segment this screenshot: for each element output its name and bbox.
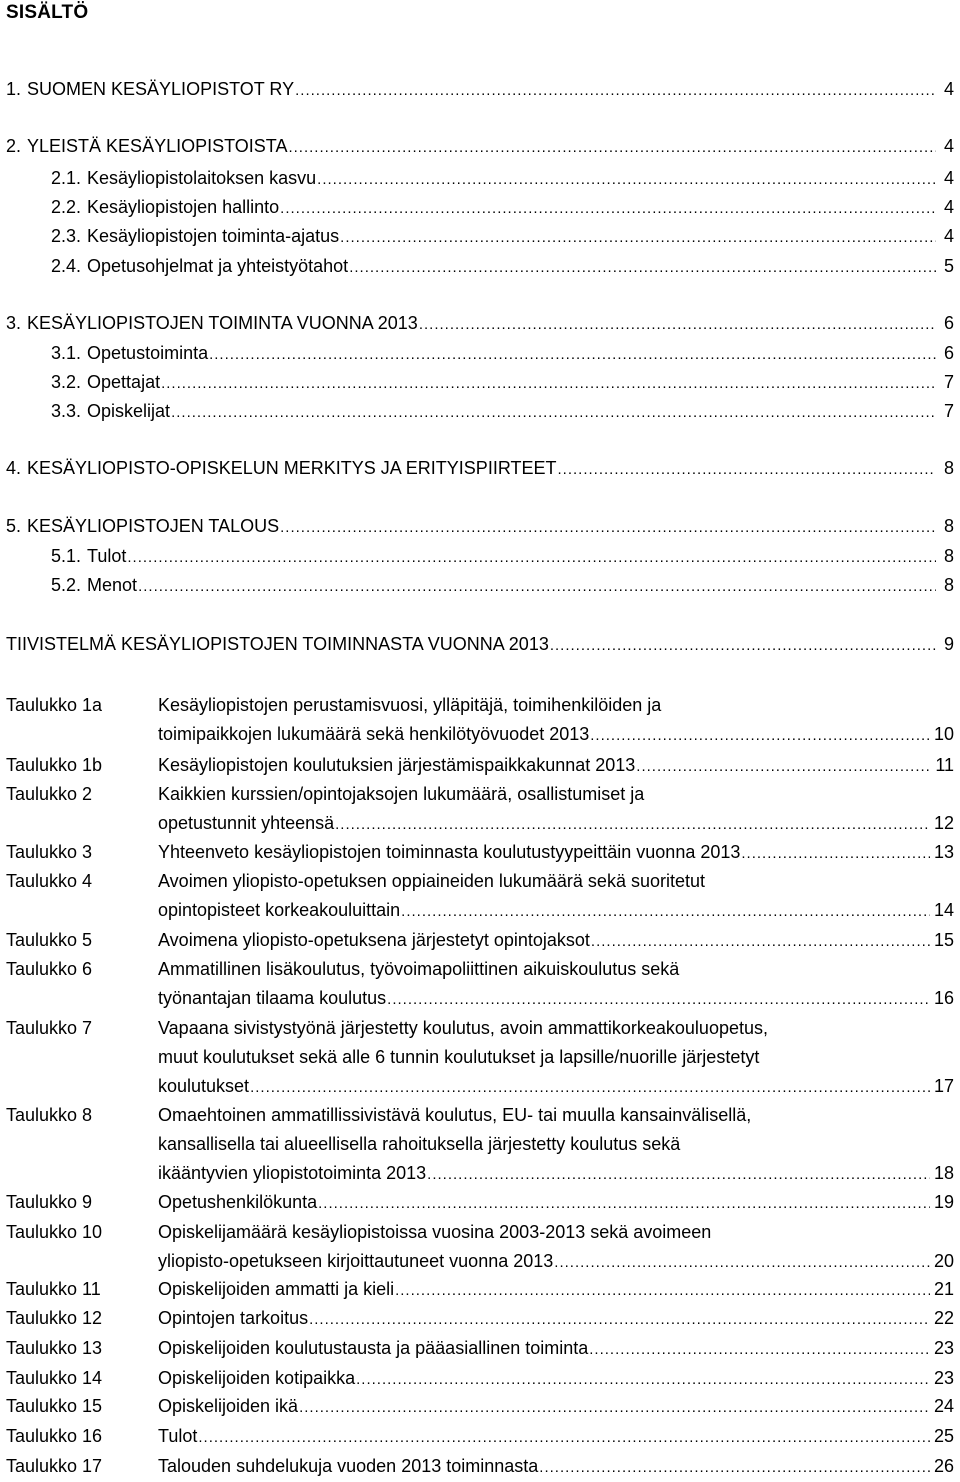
table-title-line: opetustunnit yhteensä (158, 813, 335, 833)
toc-entry[interactable] (6, 134, 954, 158)
dot-leader (198, 1426, 930, 1448)
dot-leader (741, 842, 930, 864)
table-label: Taulukko 16 (6, 1426, 103, 1446)
toc-entry[interactable] (51, 341, 954, 365)
toc-entry[interactable] (51, 370, 954, 394)
table-title-last-line (158, 1336, 954, 1360)
toc-entry-title: TIIVISTELMÄ KESÄYLIOPISTOJEN TOIMINNASTA VUONNA 2013 (6, 634, 549, 654)
table-page-number: 10 (933, 724, 954, 744)
dot-leader (335, 813, 930, 835)
table-title-line: Opiskelijamäärä kesäyliopistoissa vuosina 2003-2013 sekä avoimeen (158, 1222, 712, 1242)
toc-entry-page-number: 7 (943, 401, 954, 421)
toc-entry-page-number: 8 (943, 575, 954, 595)
toc-entry-title: KESÄYLIOPISTOJEN TALOUS (27, 516, 280, 536)
dot-leader (209, 343, 936, 365)
toc-entry-number: 5.2. (51, 575, 82, 595)
dot-leader (138, 575, 936, 597)
dot-leader (280, 516, 936, 538)
toc-entry[interactable] (51, 544, 954, 568)
table-title-line: yliopisto-opetukseen kirjoittautuneet vuonna 2013 (158, 1251, 554, 1271)
table-label: Taulukko 14 (6, 1368, 103, 1388)
toc-entry[interactable] (51, 254, 954, 278)
table-label: Taulukko 1a (6, 695, 103, 715)
table-page-number: 23 (933, 1338, 954, 1358)
table-title-last-line (158, 1306, 954, 1330)
toc-entry-number: 2.4. (51, 256, 82, 276)
table-title-line: Ammatillinen lisäkoulutus, työvoimapoliittinen aikuiskoulutus sekä (158, 959, 680, 979)
dot-leader (554, 1251, 930, 1273)
table-title-line: Vapaana sivistystyönä järjestetty koulutus, avoin ammattikorkeakouluopetus, (158, 1018, 768, 1038)
toc-entry-title: Kesäyliopistojen toiminta-ajatus (87, 226, 340, 246)
dot-leader (340, 226, 936, 248)
dot-leader (589, 1338, 930, 1360)
table-title-line: toimipaikkojen lukumäärä sekä henkilötyövuodet 2013 (158, 724, 590, 744)
dot-leader (401, 900, 930, 922)
toc-entry-number: 1. (6, 79, 22, 99)
table-title-last-line (158, 811, 954, 835)
table-page-number: 26 (933, 1456, 954, 1476)
dot-leader (539, 1456, 930, 1478)
table-title-line: Opetushenkilökunta (158, 1192, 318, 1212)
table-title-last-line (158, 928, 954, 952)
table-title-line: ikääntyvien yliopistotoiminta 2013 (158, 1163, 427, 1183)
table-label: Taulukko 4 (6, 871, 93, 891)
dot-leader (590, 724, 930, 746)
table-title-line: työnantajan tilaama koulutus (158, 988, 387, 1008)
toc-entry-title: KESÄYLIOPISTOJEN TOIMINTA VUONNA 2013 (27, 313, 418, 333)
toc-entry[interactable] (6, 632, 954, 656)
table-title-last-line (158, 753, 954, 777)
table-title-last-line (158, 1366, 954, 1390)
dot-leader (280, 197, 936, 219)
toc-entry-title: YLEISTÄ KESÄYLIOPISTOISTA (27, 136, 288, 156)
table-page-number: 22 (933, 1308, 954, 1328)
dot-leader (349, 256, 936, 278)
table-page-number: 14 (933, 900, 954, 920)
dot-leader (427, 1163, 930, 1185)
table-page-number: 12 (933, 813, 954, 833)
toc-entry[interactable] (51, 224, 954, 248)
table-label: Taulukko 5 (6, 930, 93, 950)
toc-entry-number: 2.1. (51, 168, 82, 188)
table-title-line: Kaikkien kurssien/opintojaksojen lukumäärä, osallistumiset ja (158, 784, 645, 804)
table-title-last-line (158, 986, 954, 1010)
toc-entry-number: 3.2. (51, 372, 82, 392)
toc-entry-number: 4. (6, 458, 22, 478)
table-title-last-line (158, 898, 954, 922)
table-title-line: Tulot (158, 1426, 198, 1446)
dot-leader (161, 372, 936, 394)
table-page-number: 18 (933, 1163, 954, 1183)
dot-leader (317, 168, 936, 190)
table-page-number: 20 (933, 1251, 954, 1271)
table-title-line: Opintojen tarkoitus (158, 1308, 309, 1328)
toc-entry-title: Tulot (87, 546, 127, 566)
toc-entry-number: 5.1. (51, 546, 82, 566)
dot-leader (250, 1076, 930, 1098)
toc-entry-number: 2.3. (51, 226, 82, 246)
table-title-line: kansallisella tai alueellisella rahoituksella järjestetty koulutus sekä (158, 1134, 681, 1154)
table-label: Taulukko 12 (6, 1308, 103, 1328)
table-page-number: 23 (933, 1368, 954, 1388)
table-title-last-line (158, 840, 954, 864)
toc-entry[interactable] (51, 399, 954, 423)
toc-entry[interactable] (6, 311, 954, 335)
toc-entry-page-number: 9 (943, 634, 954, 654)
toc-entry-title: Opiskelijat (87, 401, 171, 421)
toc-entry-title: KESÄYLIOPISTO-OPISKELUN MERKITYS JA ERITYISPIIRTEET (27, 458, 557, 478)
table-label: Taulukko 3 (6, 842, 93, 862)
toc-entry-page-number: 4 (943, 197, 954, 217)
dot-leader (550, 634, 936, 656)
toc-entry-page-number: 4 (943, 168, 954, 188)
toc-entry-page-number: 8 (943, 546, 954, 566)
table-label: Taulukko 9 (6, 1192, 93, 1212)
table-title-last-line (158, 1394, 954, 1418)
table-label: Taulukko 17 (6, 1456, 103, 1476)
toc-entry-page-number: 4 (943, 136, 954, 156)
dot-leader (309, 1308, 930, 1330)
table-title-last-line (158, 722, 954, 746)
toc-entry-page-number: 4 (943, 79, 954, 99)
toc-entry-page-number: 8 (943, 458, 954, 478)
toc-entry[interactable] (6, 77, 954, 101)
table-page-number: 15 (933, 930, 954, 950)
table-label: Taulukko 1b (6, 755, 103, 775)
toc-entry[interactable] (51, 573, 954, 597)
toc-entry-title: Kesäyliopistolaitoksen kasvu (87, 168, 317, 188)
table-label: Taulukko 8 (6, 1105, 93, 1125)
table-page-number: 16 (933, 988, 954, 1008)
toc-entry-page-number: 8 (943, 516, 954, 536)
table-title-line: Opiskelijoiden kotipaikka (158, 1368, 356, 1388)
toc-entry-number: 3.1. (51, 343, 82, 363)
table-title-last-line (158, 1074, 954, 1098)
table-label: Taulukko 7 (6, 1018, 93, 1038)
dot-leader (395, 1279, 930, 1301)
table-title-last-line (158, 1277, 954, 1301)
table-title-line: Yhteenveto kesäyliopistojen toiminnasta koulutustyypeittäin vuonna 2013 (158, 842, 741, 862)
table-title-last-line (158, 1454, 954, 1478)
table-label: Taulukko 6 (6, 959, 93, 979)
toc-entry-title: Opetustoiminta (87, 343, 209, 363)
dot-leader (171, 401, 936, 423)
toc-entry-number: 3. (6, 313, 22, 333)
table-label: Taulukko 10 (6, 1222, 103, 1242)
dot-leader (387, 988, 930, 1010)
toc-entry-title: Opetusohjelmat ja yhteistyötahot (87, 256, 349, 276)
toc-entry[interactable] (51, 195, 954, 219)
toc-entry[interactable] (6, 456, 954, 480)
table-title-line: Avoimena yliopisto-opetuksena järjestetyt opintojaksot (158, 930, 590, 950)
table-page-number: 19 (933, 1192, 954, 1212)
toc-entry-number: 5. (6, 516, 22, 536)
toc-entry-title: Menot (87, 575, 138, 595)
table-title-line: Opiskelijoiden ikä (158, 1396, 299, 1416)
table-label: Taulukko 2 (6, 784, 93, 804)
table-title-last-line (158, 1161, 954, 1185)
table-page-number: 21 (933, 1279, 954, 1299)
dot-leader (419, 313, 936, 335)
table-title-last-line (158, 1249, 954, 1273)
table-title-line: Omaehtoinen ammatillissivistävä koulutus, EU- tai muulla kansainvälisellä, (158, 1105, 752, 1125)
dot-leader (318, 1192, 930, 1214)
toc-entry-page-number: 4 (943, 226, 954, 246)
toc-entry-title: Kesäyliopistojen hallinto (87, 197, 280, 217)
table-page-number: 24 (933, 1396, 954, 1416)
toc-entry-page-number: 6 (943, 313, 954, 333)
table-page-number: 13 (933, 842, 954, 862)
table-title-line: opintopisteet korkeakouluittain (158, 900, 401, 920)
table-title-last-line (158, 1424, 954, 1448)
dot-leader (288, 136, 936, 158)
table-title-line: Kesäyliopistojen koulutuksien järjestämispaikkakunnat 2013 (158, 755, 636, 775)
dot-leader (295, 79, 936, 101)
table-title-line: Avoimen yliopisto-opetuksen oppiaineiden lukumäärä sekä suoritetut (158, 871, 705, 891)
toc-entry-number: 3.3. (51, 401, 82, 421)
table-page-number: 17 (933, 1076, 954, 1096)
table-label: Taulukko 11 (6, 1279, 101, 1299)
toc-entry-page-number: 7 (943, 372, 954, 392)
dot-leader (356, 1368, 930, 1390)
dot-leader (591, 930, 930, 952)
table-title-line: Opiskelijoiden koulutustausta ja pääasiallinen toiminta (158, 1338, 589, 1358)
toc-entry[interactable] (51, 166, 954, 190)
table-title-line: Talouden suhdelukuja vuoden 2013 toiminnasta (158, 1456, 539, 1476)
table-title-last-line (158, 1190, 954, 1214)
dot-leader (127, 546, 936, 568)
table-label: Taulukko 13 (6, 1338, 103, 1358)
dot-leader (299, 1396, 930, 1418)
table-page-number: 25 (933, 1426, 954, 1446)
dot-leader (558, 458, 937, 480)
toc-entry-number: 2. (6, 136, 22, 156)
toc-entry-title: Opettajat (87, 372, 161, 392)
table-title-line: Kesäyliopistojen perustamisvuosi, ylläpitäjä, toimihenkilöiden ja (158, 695, 662, 715)
toc-entry-number: 2.2. (51, 197, 82, 217)
table-label: Taulukko 15 (6, 1396, 103, 1416)
dot-leader (636, 755, 931, 777)
toc-entry[interactable] (6, 514, 954, 538)
page-heading: SISÄLTÖ (6, 2, 89, 23)
table-title-line: koulutukset (158, 1076, 250, 1096)
toc-entry-title: SUOMEN KESÄYLIOPISTOT RY (27, 79, 295, 99)
toc-entry-page-number: 5 (943, 256, 954, 276)
table-page-number: 11 (935, 755, 954, 775)
table-title-line: muut koulutukset sekä alle 6 tunnin koulutukset ja lapsille/nuorille järjestetyt (158, 1047, 760, 1067)
table-title-line: Opiskelijoiden ammatti ja kieli (158, 1279, 395, 1299)
toc-entry-page-number: 6 (943, 343, 954, 363)
